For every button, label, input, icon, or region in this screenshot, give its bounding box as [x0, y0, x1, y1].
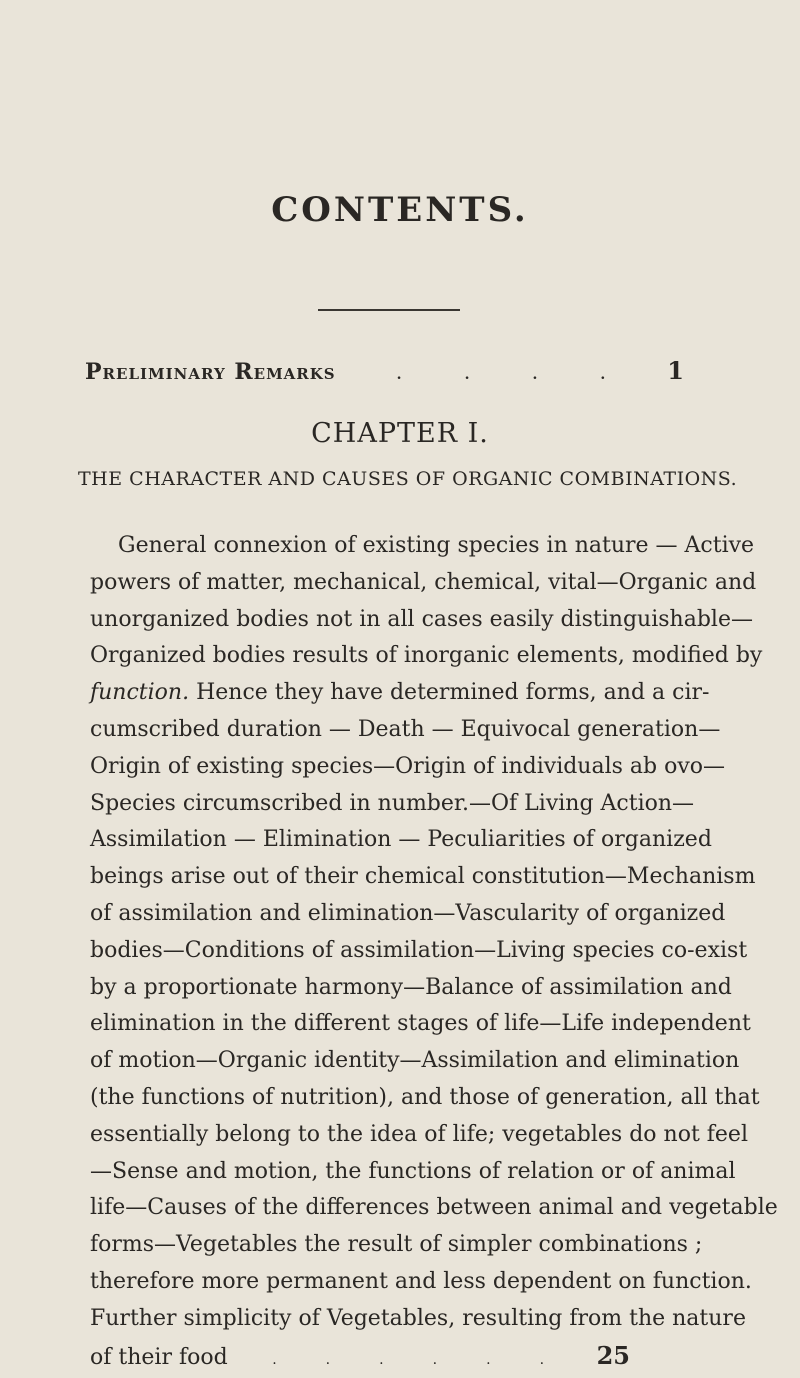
leader-dots [228, 1342, 589, 1378]
toc-entry-chapter-one[interactable] [90, 1338, 630, 1378]
summary-line: therefore more permanent and less dependent on function. [90, 1268, 752, 1294]
summary-line: powers of matter, mechanical, chemical, vital—Organic and [90, 569, 757, 595]
summary-line: —Sense and motion, the functions of relation or of animal [90, 1158, 736, 1184]
toc-entry-label: Preliminary Remarks [85, 359, 336, 385]
leader-dot: . [325, 1351, 331, 1368]
summary-line: bodies—Conditions of assimilation—Living species co-exist [90, 937, 748, 963]
contents-heading: CONTENTS. [271, 190, 529, 230]
leader-dot: . [600, 367, 607, 383]
leader-dot: . [539, 1351, 545, 1368]
summary-line: of assimilation and elimination—Vascularity of organized [90, 900, 726, 926]
summary-line: General connexion of existing species in nature — Active [118, 533, 755, 558]
summary-italic-word: function. [90, 680, 190, 706]
summary-line: cumscribed duration — Death — Equivocal generation— [90, 716, 721, 742]
toc-page-number: 1 [667, 356, 685, 385]
summary-line: Further simplicity of Vegetables, resulting from the nature [90, 1305, 746, 1331]
summary-line: Species circumscribed in number.—Of Living Action— [90, 790, 695, 816]
chapter-summary [90, 528, 778, 1378]
summary-line: Origin of existing species—Origin of individuals ab ovo— [90, 753, 726, 779]
summary-line: (the functions of nutrition), and those of generation, all that [90, 1084, 760, 1110]
summary-line: essentially belong to the idea of life; vegetables do not feel [90, 1121, 748, 1147]
summary-line: life—Causes of the differences between animal and vegetable [90, 1195, 778, 1221]
summary-line: beings arise out of their chemical constitution—Mechanism [90, 864, 756, 890]
leader-dot: . [379, 1351, 384, 1368]
leader-dots [336, 367, 668, 383]
summary-line: by a proportionate harmony—Balance of assimilation and [90, 974, 732, 1000]
summary-line: function. Hence they have determined forms, and a cir- [90, 680, 710, 706]
leader-dot: . [432, 1351, 438, 1368]
summary-line: of motion—Organic identity—Assimilation and elimination [90, 1048, 740, 1074]
summary-line: forms—Vegetables the result of simpler combinations ; [90, 1232, 703, 1258]
leader-dot: . [486, 1351, 491, 1368]
summary-line: elimination in the different stages of life—Life independent [90, 1011, 751, 1037]
heading-divider [318, 309, 460, 311]
leader-dot: . [464, 367, 471, 383]
summary-line: Organized bodies results of inorganic elements, modified by [90, 643, 763, 669]
summary-line: unorganized bodies not in all cases easily distinguishable— [90, 606, 753, 632]
leader-dot: . [272, 1351, 277, 1368]
chapter-number: CHAPTER I. [311, 418, 489, 449]
toc-entry-preliminary-remarks[interactable] [85, 356, 685, 396]
toc-page-number: 25 [596, 1340, 630, 1370]
summary-last-line: of their food [90, 1344, 228, 1370]
chapter-title: THE CHARACTER AND CAUSES OF ORGANIC COMBINATIONS. [78, 468, 738, 490]
leader-dot: . [396, 367, 403, 383]
summary-line: Assimilation — Elimination — Peculiarities of organized [90, 827, 712, 853]
leader-dot: . [532, 367, 539, 383]
